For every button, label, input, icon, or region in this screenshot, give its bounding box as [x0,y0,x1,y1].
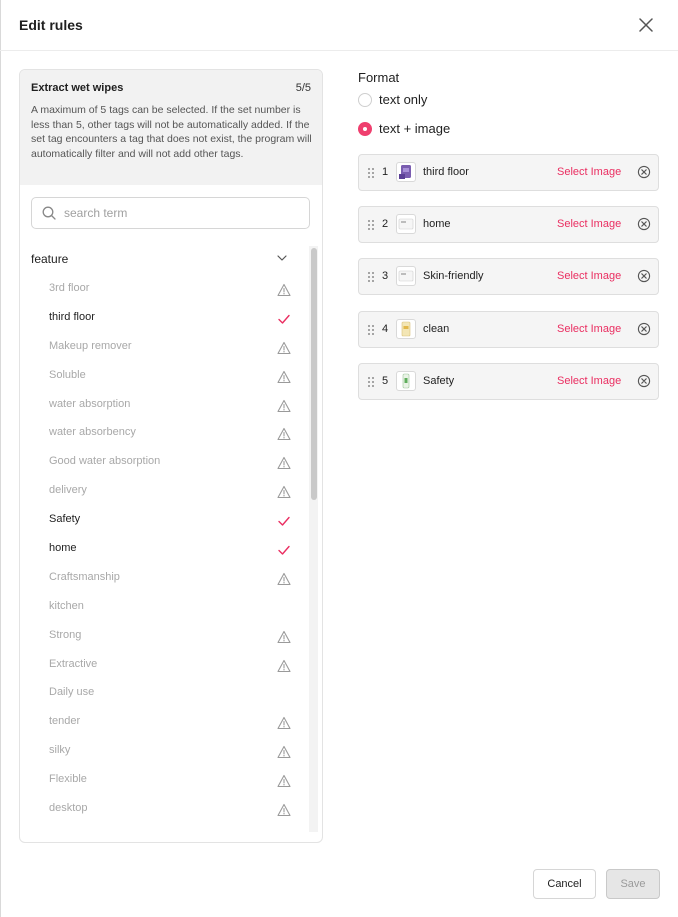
drag-handle[interactable] [367,218,375,236]
selected-tag-card[interactable] [358,154,659,191]
tag-label: Daily use [49,686,95,699]
tag-label: silky [49,744,71,757]
tag-item[interactable] [20,678,306,707]
select-image-link[interactable]: Select Image [557,270,622,282]
tag-warning-indicator [277,572,291,586]
drag-handle-icon [367,271,375,283]
remove-tag-button[interactable] [637,165,651,179]
search-box [31,197,310,229]
tag-label: water absorption [49,397,131,410]
tag-item[interactable] [20,621,306,650]
select-image-link[interactable]: Select Image [557,218,622,230]
remove-tag-button[interactable] [637,322,651,336]
check-icon [277,312,291,326]
tag-label: Makeup remover [49,339,132,352]
search-input[interactable] [64,203,294,223]
tag-label: Soluble [49,368,86,381]
warning-icon [277,745,291,759]
rule-description: A maximum of 5 tags can be selected. If the set number is less than 5, other tags will not be automatically added. If the set tag encounters a tag that does not exist, the program will automatically filter and will not add other tags. [31,104,312,160]
tag-label: Extractive [49,657,98,670]
warning-icon [277,283,291,297]
tag-warning-indicator [277,716,291,730]
tag-label: water absorbency [49,426,136,439]
drag-handle[interactable] [367,270,375,288]
group-label: feature [31,252,69,266]
check-icon [277,514,291,528]
remove-circle-icon [637,322,651,336]
tag-item[interactable] [20,303,306,332]
tag-warning-indicator [277,803,291,817]
tag-item[interactable] [20,650,306,679]
tag-warning-indicator [277,427,291,441]
search-icon [42,206,56,220]
tag-label: 3rd floor [49,282,90,294]
radio-label: text + image [379,121,451,136]
tag-label: desktop [49,802,88,815]
modal-header [0,0,678,51]
selected-tag-card[interactable] [358,363,659,400]
item-label: third floor [423,166,469,178]
modal-edge [0,0,1,917]
warning-icon [277,456,291,470]
cancel-button[interactable]: Cancel [533,869,596,899]
warning-icon [277,370,291,384]
warning-icon [277,485,291,499]
tag-label: tender [49,715,81,728]
product-thumbnail-icon [397,372,415,390]
product-thumbnail-icon [397,267,415,285]
tag-warning-indicator [277,399,291,413]
item-label: home [423,218,451,230]
tag-warning-indicator [277,485,291,499]
warning-icon [277,774,291,788]
item-thumbnail [396,162,416,182]
tag-item[interactable] [20,765,306,794]
tag-label: home [49,542,77,555]
remove-tag-button[interactable] [637,269,651,283]
save-button[interactable]: Save [606,869,660,899]
select-image-link[interactable]: Select Image [557,375,622,387]
tag-item[interactable] [20,534,306,563]
tag-item[interactable] [20,447,306,476]
drag-handle-icon [367,376,375,388]
tag-warning-indicator [277,456,291,470]
tag-label: Safety [49,513,81,526]
item-index: 1 [382,166,389,178]
tag-label: kitchen [49,599,84,612]
tag-picker-panel [19,69,323,843]
drag-handle[interactable] [367,375,375,393]
tag-warning-indicator [277,659,291,673]
tag-item[interactable] [20,794,306,823]
tag-item[interactable] [20,274,306,303]
tag-warning-indicator [277,283,291,297]
selected-tag-card[interactable] [358,311,659,348]
drag-handle-icon [367,167,375,179]
item-index: 5 [382,375,389,387]
format-label: Format [358,70,400,85]
warning-icon [277,659,291,673]
item-index: 4 [382,323,389,335]
tag-list [20,274,306,823]
warning-icon [277,427,291,441]
modal-title: Edit rules [19,17,83,33]
rule-info-box [20,70,322,185]
tag-list-scrollbar[interactable] [309,246,318,832]
item-label: Skin-friendly [423,270,484,282]
tag-label: Good water absorption [49,455,161,468]
tag-item[interactable] [20,390,306,419]
tag-item[interactable] [20,563,306,592]
select-image-link[interactable]: Select Image [557,323,622,335]
tag-item[interactable] [20,505,306,534]
warning-icon [277,399,291,413]
tag-selected-indicator [277,514,291,528]
product-thumbnail-icon [397,320,415,338]
warning-icon [277,630,291,644]
remove-circle-icon [637,217,651,231]
selection-count: 5/5 [295,82,311,94]
drag-handle[interactable] [367,323,375,341]
product-thumbnail-icon [397,215,415,233]
drag-handle-icon [367,324,375,336]
tag-item[interactable] [20,592,306,621]
drag-handle[interactable] [367,166,375,184]
remove-circle-icon [637,269,651,283]
radio-label: text only [379,92,428,107]
close-button[interactable] [634,13,658,37]
item-thumbnail [396,319,416,339]
warning-icon [277,716,291,730]
tag-warning-indicator [277,630,291,644]
tag-warning-indicator [277,370,291,384]
warning-icon [277,341,291,355]
tag-item[interactable] [20,332,306,361]
item-index: 2 [382,218,389,230]
tag-selected-indicator [277,543,291,557]
tag-label: delivery [49,484,87,497]
rule-name: Extract wet wipes [31,82,124,94]
warning-icon [277,572,291,586]
tag-item[interactable] [20,361,306,390]
tag-label: Strong [49,628,82,641]
tag-item[interactable] [20,707,306,736]
chevron-down-icon [277,254,287,262]
tag-warning-indicator [277,341,291,355]
tag-selected-indicator [277,312,291,326]
tag-item[interactable] [20,736,306,765]
drag-handle-icon [367,219,375,231]
selected-tag-card[interactable] [358,258,659,295]
item-label: clean [423,323,450,335]
remove-circle-icon [637,374,651,388]
tag-label: Craftsmanship [49,570,120,583]
remove-tag-button[interactable] [637,374,651,388]
tag-item[interactable] [20,418,306,447]
remove-circle-icon [637,165,651,179]
item-thumbnail [396,266,416,286]
item-thumbnail [396,371,416,391]
item-thumbnail [396,214,416,234]
item-label: Safety [423,375,455,387]
tag-item[interactable] [20,476,306,505]
close-icon [639,18,653,32]
tag-warning-indicator [277,745,291,759]
product-thumbnail-icon [397,163,415,181]
radio-button[interactable] [358,93,372,107]
remove-tag-button[interactable] [637,217,651,231]
check-icon [277,543,291,557]
radio-button[interactable] [358,122,372,136]
group-header-feature[interactable] [31,250,291,270]
tag-label: third floor [49,310,95,323]
selected-tag-card[interactable] [358,206,659,243]
warning-icon [277,803,291,817]
tag-label: Flexible [49,773,87,786]
item-index: 3 [382,270,389,282]
scrollbar-thumb[interactable] [311,248,317,500]
tag-warning-indicator [277,774,291,788]
select-image-link[interactable]: Select Image [557,166,622,178]
